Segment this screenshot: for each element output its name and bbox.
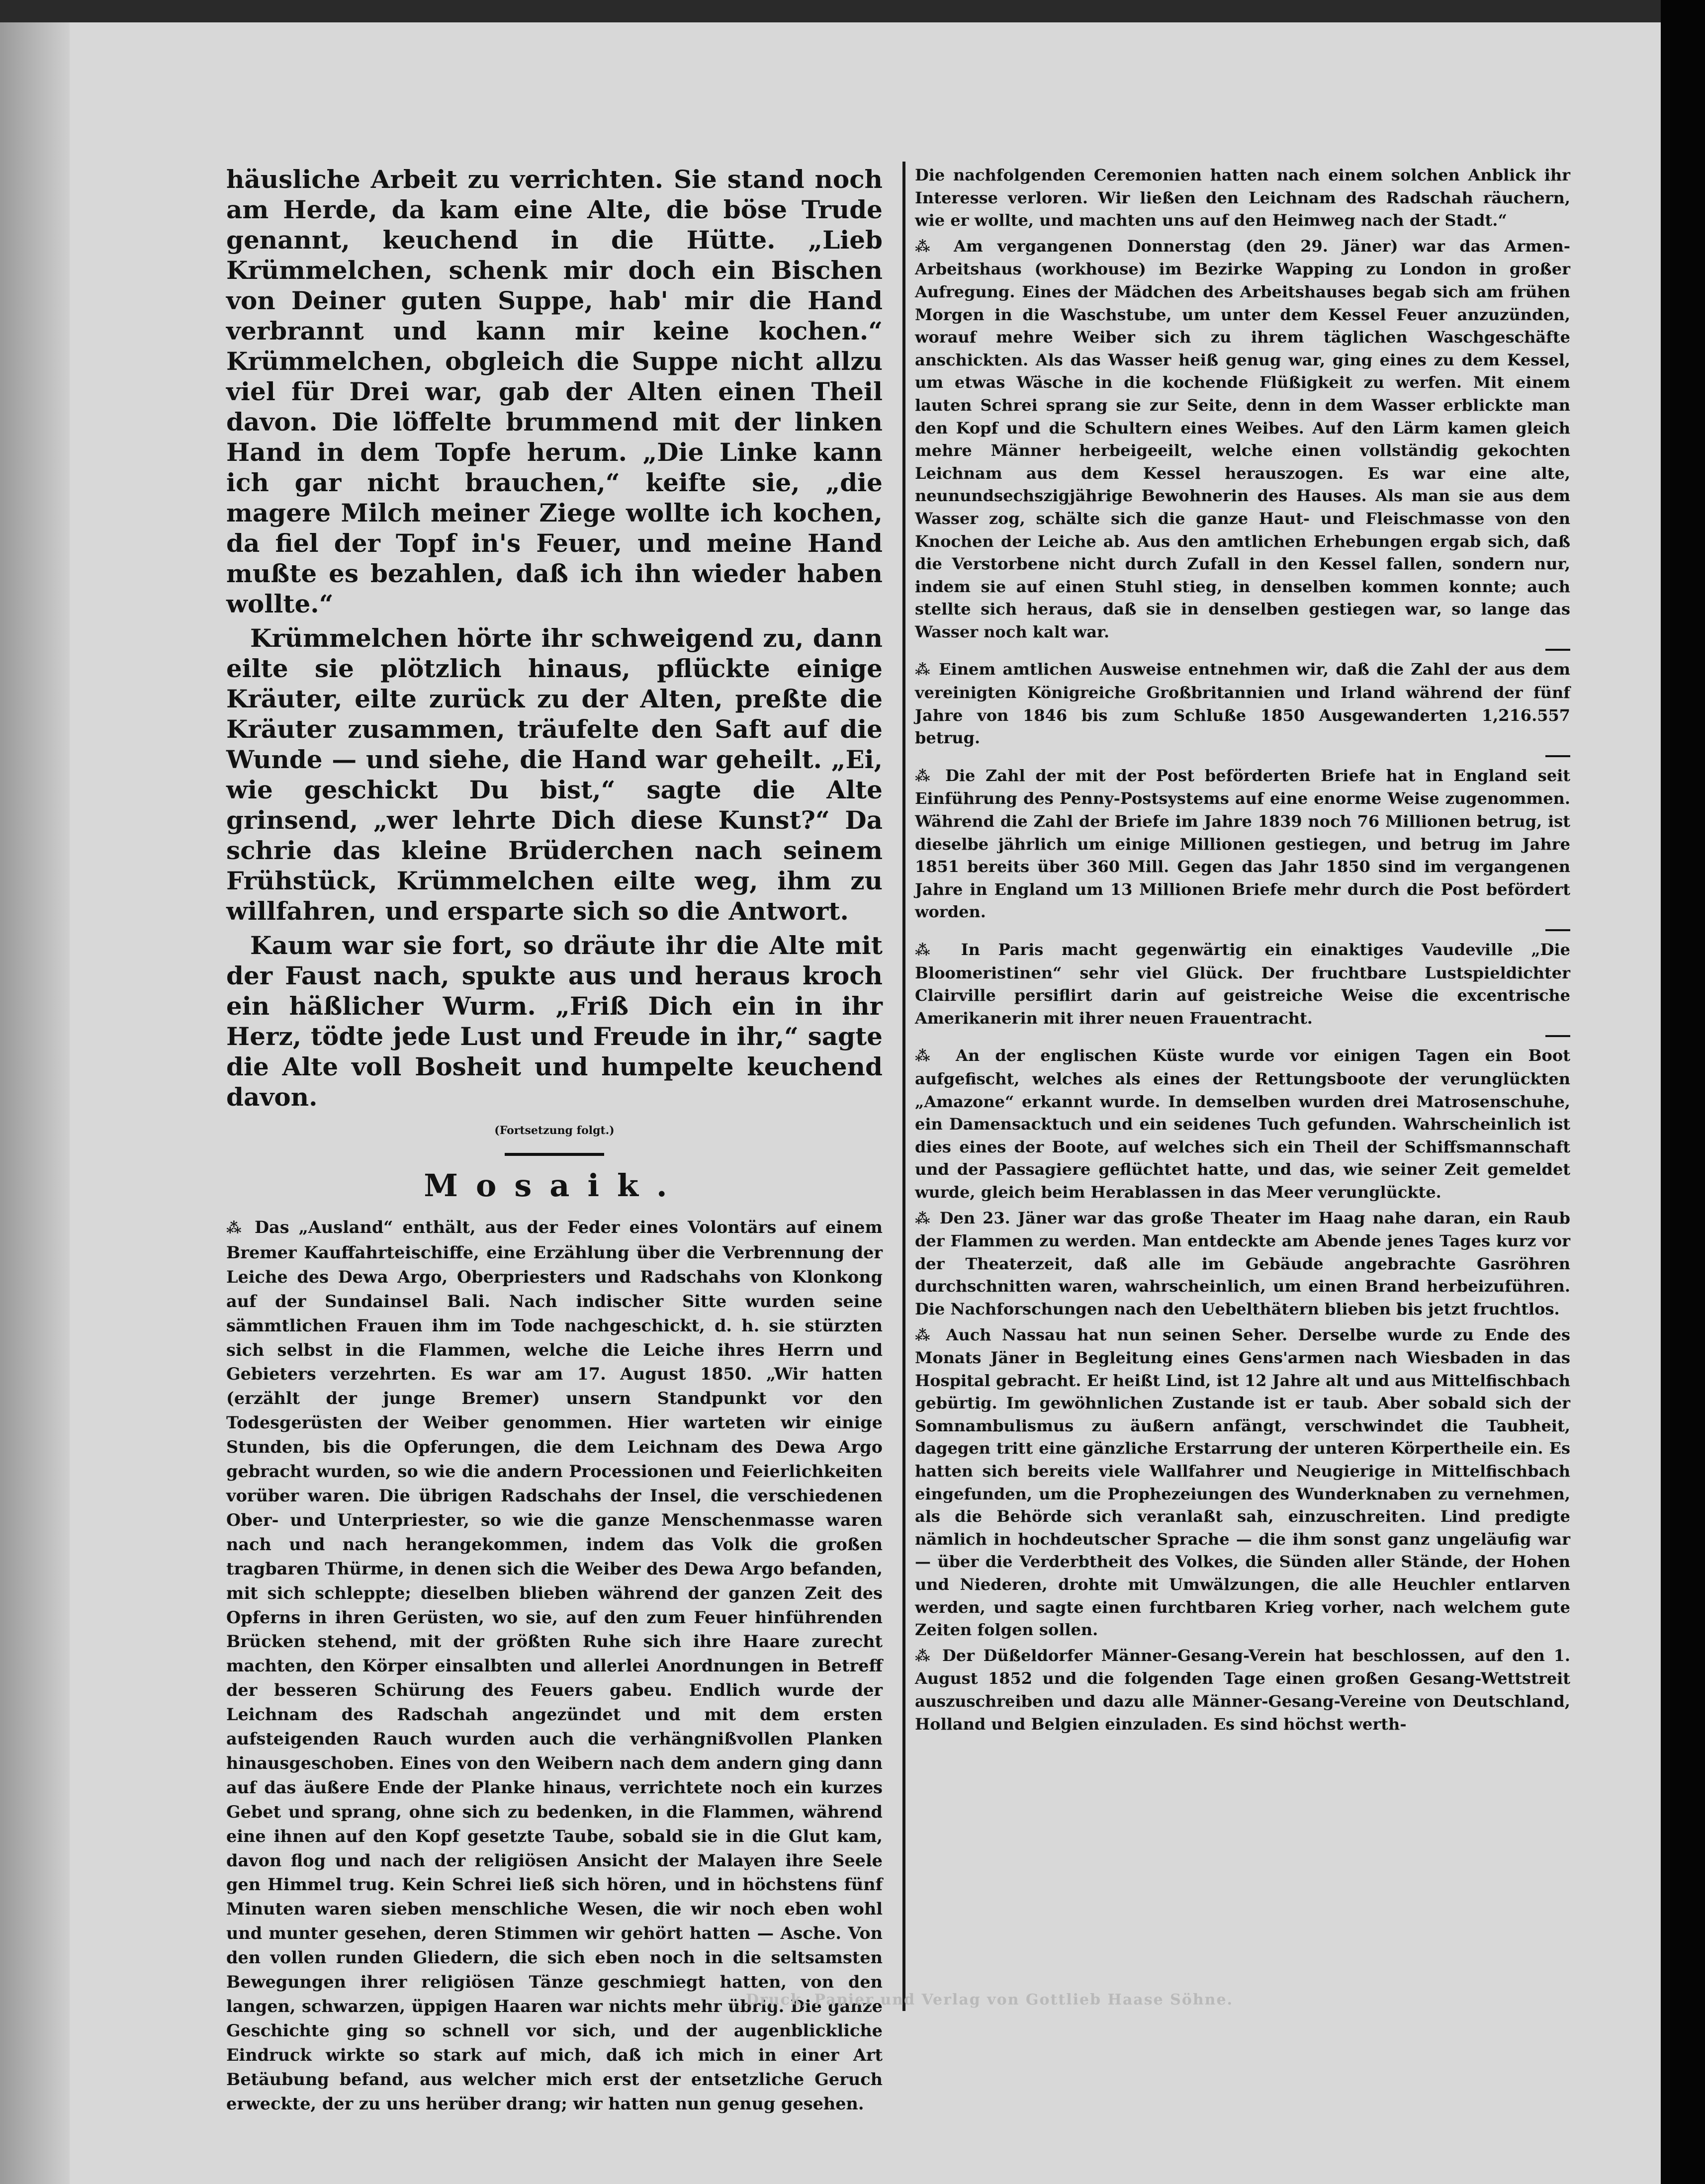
scan-border-top — [0, 0, 1705, 22]
news-item: ⁂ Am vergangenen Donnerstag (den 29. Jäner) war das Armen-Arbeitshaus (workhouse) im Bezirke Wapping zu London in großer Aufregung. Eines der Mädchen des Arbeitshauses begab sich am frühen Morgen in die Waschstube, um unter dem Kessel Feuer anzuzünden, worauf mehre Weiber sich zu ihrem täglichen Waschgeschäfte anschickten. Als das Wasser heiß genug war, ging eines zu dem Kessel, um etwas Wäsche in die kochende Flüßigkeit zu werfen. Mit einem lauten Schrei sprang sie zur Seite, denn in dem Wasser erblickte man den Kopf und die Schultern eines Weibes. Auf den Lärm kamen gleich mehre Männer herbeigeeilt, welche einen vollständig gekochten Leichnam aus dem Kessel herauszogen. Es war eine alte, neunundsechszigjährige Bewohnerin des Hauses. Als man sie aus dem Wasser zog, schälte sich die ganze Haut- und Fleischmasse von den Knochen der Leiche ab. Aus den amtlichen Erhebungen ergab sich, daß die Verstorbene nicht durch Zufall in den Kessel fallen, sondern nur, indem sie auf einen Stuhl stieg, in denselben kommen konnte; auch stellte sich heraus, daß sie in denselben gestiegen war, so lange das Wasser noch kalt war. — [915, 236, 1570, 641]
story-continuation — [226, 164, 883, 1112]
printer-imprint: Druck, Papier und Verlag von Gottlieb Haase Söhne. — [745, 1991, 1233, 2009]
news-item: ⁂ Auch Nassau hat nun seinen Seher. Derselbe wurde zu Ende des Monats Jäner in Begleitung eines Gens'armen nach Wiesbaden in das Hospital gebracht. Er heißt Lind, ist 12 Jahre alt und aus Mittelfischbach gebürtig. Im gewöhnlichen Zustande ist er taub. Aber sobald sich der Somnambulismus zu äußern anfängt, verschwindet die Taubheit, dagegen tritt eine gänzliche Erstarrung der unteren Körpertheile ein. Es hatten sich bereits viele Wallfahrer und Neugierige in Mittelfischbach eingefunden, um die Prophezeiungen des Wunderknaben zu vernehmen, als die Behörde sich veranlaßt sah, einzuschreiten. Lind predigte nämlich in hochdeutscher Sprache — die ihm sonst ganz ungeläufig war — über die Verderbtheit des Volkes, die Sünden aller Stände, der Hohen und Niederen, drohte mit Umwälzungen, die alle Heuchler entlarven werden, und sagte einen furchtbaren Krieg vorher, nach welchem gute Zeiten folgen sollen. — [915, 1325, 1571, 1640]
news-item: Die nachfolgenden Ceremonien hatten nach einem solchen Anblick ihr Interesse verloren. Wir ließen den Leichnam des Radschah räuchern, wie er wollte, und machten uns auf den Heimweg nach der Stadt.“ — [915, 166, 1570, 230]
news-item: ⁂ An der englischen Küste wurde vor einigen Tagen ein Boot aufgefischt, welches als eines der Rettungsboote der verunglückten „Amazone“ erkannt wurde. In demselben wurden drei Matrosenschuhe, ein Damensacktuch und ein seidenes Tuch gefunden. Wahrscheinlich ist dies eines der Boote, auf welches sich ein Theil der Schiffsmannschaft und der Passagiere geflüchtet hatte, und das, wie seiner Zeit gemeldet wurde, gleich beim Herablassen in das Meer verunglückte. — [915, 1046, 1571, 1202]
news-item: ⁂ Der Düßeldorfer Männer-Gesang-Verein hat beschlossen, auf den 1. August 1852 und die folgenden Tage einen großen Gesang-Wettstreit auszuschreiben und dazu alle Männer-Gesang-Vereine von Deutschland, Holland und Belgien einzuladen. Es sind höchst werth- — [915, 1646, 1571, 1734]
newspaper-page — [70, 22, 1661, 2184]
asterism-icon: ⁂ — [915, 1210, 932, 1227]
news-item: ⁂ Den 23. Jäner war das große Theater im Haag nahe daran, ein Raub der Flammen zu werden. Man entdeckte am Abende jenes Tages kurz vor der Theaterzeit, daß alle im Gebäude angebrachte Gasröhren durchschnitten waren, wahrscheinlich, um einen Brand herbeizuführen. Die Nachforschungen nach den Uebelthätern blieben bis jetzt fruchtlos. — [915, 1208, 1570, 1318]
item-separator — [915, 925, 1570, 935]
story-paragraph: Kaum war sie fort, so dräute ihr die Alte mit der Faust nach, spukte aus und heraus kroch ein häßlicher Wurm. „Friß Dich ein in ihr Herz, tödte jede Lust und Freude in ihr,“ sagte die Alte voll Bosheit und humpelte keuchend davon. — [226, 931, 883, 1112]
scan-shadow-left — [0, 22, 70, 2184]
left-column — [226, 164, 883, 2113]
asterism-icon: ⁂ — [915, 767, 935, 785]
asterism-icon: ⁂ — [915, 238, 939, 256]
story-paragraph: häusliche Arbeit zu verrichten. Sie stand noch am Herde, da kam eine Alte, die böse Trude genannt, keuchend in die Hütte. „Lieb Krümmelchen, schenk mir doch ein Bischen von Deiner guten Suppe, hab' mir die Hand verbrannt und kann mir keine kochen.“ Krümmelchen, obgleich die Suppe nicht allzu viel für Drei war, gab der Alten einen Theil davon. Die löffelte brummend mit der linken Hand in dem Topfe herum. „Die Linke kann ich gar nicht brauchen,“ keifte sie, „die magere Milch meiner Ziege wollte ich kochen, da fiel der Topf in's Feuer, und meine Hand mußte es bezahlen, daß ich ihn wieder haben wollte.“ — [226, 165, 883, 618]
asterism-icon: ⁂ — [915, 1326, 936, 1344]
item-separator — [915, 644, 1570, 654]
news-item: ⁂ Das „Ausland“ enthält, aus der Feder eines Volontärs auf einem Bremer Kauffahrteischiffe, eine Erzählung über die Verbrennung der Leiche des Dewa Argo, Oberpriesters und Radschahs von Klonkong auf der Sundainsel Bali. Nach indischer Sitte wurden seine sämmtlichen Frauen ihm im Tode nachgeschickt, d. h. sie stürzten sich selbst in die Flammen, welche die Leiche ihres Herrn und Gebieters verzehrten. Es war am 17. August 1850. „Wir hatten (erzählt der junge Bremer) unsern Standpunkt vor den Todesgerüsten der Weiber genommen. Hier warteten wir einige Stunden, bis die Opferungen, die dem Leichnam des Dewa Argo gebracht wurden, so wie die andern Processionen und Feierlichkeiten vorüber waren. Die übrigen Radschahs der Insel, die verschiedenen Ober- und Unterpriester, so wie die ganze Menschenmasse waren nach und nach herangekommen, indem das Volk die großen tragbaren Thürme, in denen sich die Weiber des Dewa Argo befanden, mit sich schleppte; dieselben blieben während der ganzen Zeit des Opferns in ihren Gerüsten, wo sie, auf den zum Feuer hinführenden Brücken stehend, mit der größten Ruhe sich ihre Haare zurecht machten, den Körper einsalbten und allerlei Anordnungen in Betreff der besseren Schürung des Feuers gabeu. Endlich wurde der Leichnam des Radschah angezündet und mit dem ersten aufsteigenden Rauch wurden auch die verhängnißvollen Planken hinausgeschoben. Eines von den Weibern nach dem andern ging dann auf das äußere Ende der Planke hinaus, verrichtete noch ein kurzes Gebet und sprang, ohne sich zu bedenken, in die Flammen, während eine ihnen auf den Kopf gesetzte Taube, sobald sie in die Glut kam, davon flog und nach der religiösen Ansicht der Malayen ihre Seele gen Himmel trug. Kein Schrei ließ sich hören, und in höchstens fünf Minuten waren sieben menschliche Wesen, die wir noch eben wohl und munter gesehen, deren Stimmen wir gehört hatten — Asche. Von den vollen runden Gliedern, die sich eben noch in die seltsamsten Bewegungen ihrer religiösen Tänze geschmiegt hatten, von den langen, schwarzen, üppigen Haaren war nichts mehr übrig. Die ganze Geschichte ging so schnell vor sich, und der augenblickliche Eindruck wirkte so stark auf mich, daß ich mich in einer Art Betäubung befand, aus welcher mich erst der entsetzliche Geruch erweckte, der zu uns herüber drang; wir hatten nun genug gesehen. — [226, 1218, 883, 2113]
section-title-mosaik: Mosaik. — [424, 1167, 685, 1204]
news-item: ⁂ Einem amtlichen Ausweise entnehmen wir, daß die Zahl der aus dem vereinigten Königreiche Großbritannien und Irland während der fünf Jahre von 1846 bis zum Schluße 1850 Ausgewanderten 1,216.557 betrug. — [915, 660, 1571, 748]
asterism-icon: ⁂ — [915, 661, 932, 679]
news-item: ⁂ Die Zahl der mit der Post beförderten Briefe hat in England seit Einführung des Penny-Postsystems auf eine enorme Weise zugenommen. Während die Zahl der Briefe im Jahre 1839 noch 76 Millionen betrug, ist dieselbe jährlich um einige Millionen gestiegen, und betrug im Jahre 1851 bereits über 360 Mill. Gegen das Jahr 1850 sind im vergangenen Jahre in England um 13 Millionen Briefe mehr durch die Post befördert worden. — [915, 766, 1571, 922]
continued-note: (Fortsetzung folgt.) — [494, 1124, 615, 1137]
asterism-icon: ⁂ — [226, 1220, 246, 1237]
asterism-icon: ⁂ — [915, 942, 943, 959]
story-paragraph: Krümmelchen hörte ihr schweigend zu, dann eilte sie plötzlich hinaus, pflückte einige Kräuter, eilte zurück zu der Alten, preßte die Kräuter zusammen, träufelte den Saft auf die Wunde — und siehe, die Hand war geheilt. „Ei, wie geschickt Du bist,“ sagte die Alte grinsend, „wer lehrte Dich diese Kunst?“ Da schrie das kleine Brüderchen nach seinem Frühstück, Krümmelchen eilte weg, ihm zu willfahren, und ersparte sich so die Antwort. — [226, 623, 883, 926]
item-separator — [915, 1031, 1570, 1041]
news-item: ⁂ In Paris macht gegenwärtig ein einaktiges Vaudeville „Die Bloomeristinen“ sehr viel Glück. Der fruchtbare Lustspieldichter Clairville persiflirt darin auf geistreiche Weise die excentrische Amerikanerin mit ihrer neuen Frauentracht. — [915, 940, 1570, 1028]
item-separator — [915, 751, 1570, 761]
asterism-icon: ⁂ — [915, 1048, 940, 1065]
column-divider — [902, 162, 905, 2011]
section-divider-rule — [505, 1153, 604, 1156]
scan-border-right — [1661, 0, 1705, 2184]
right-column — [915, 164, 1570, 2013]
asterism-icon: ⁂ — [915, 1647, 934, 1665]
